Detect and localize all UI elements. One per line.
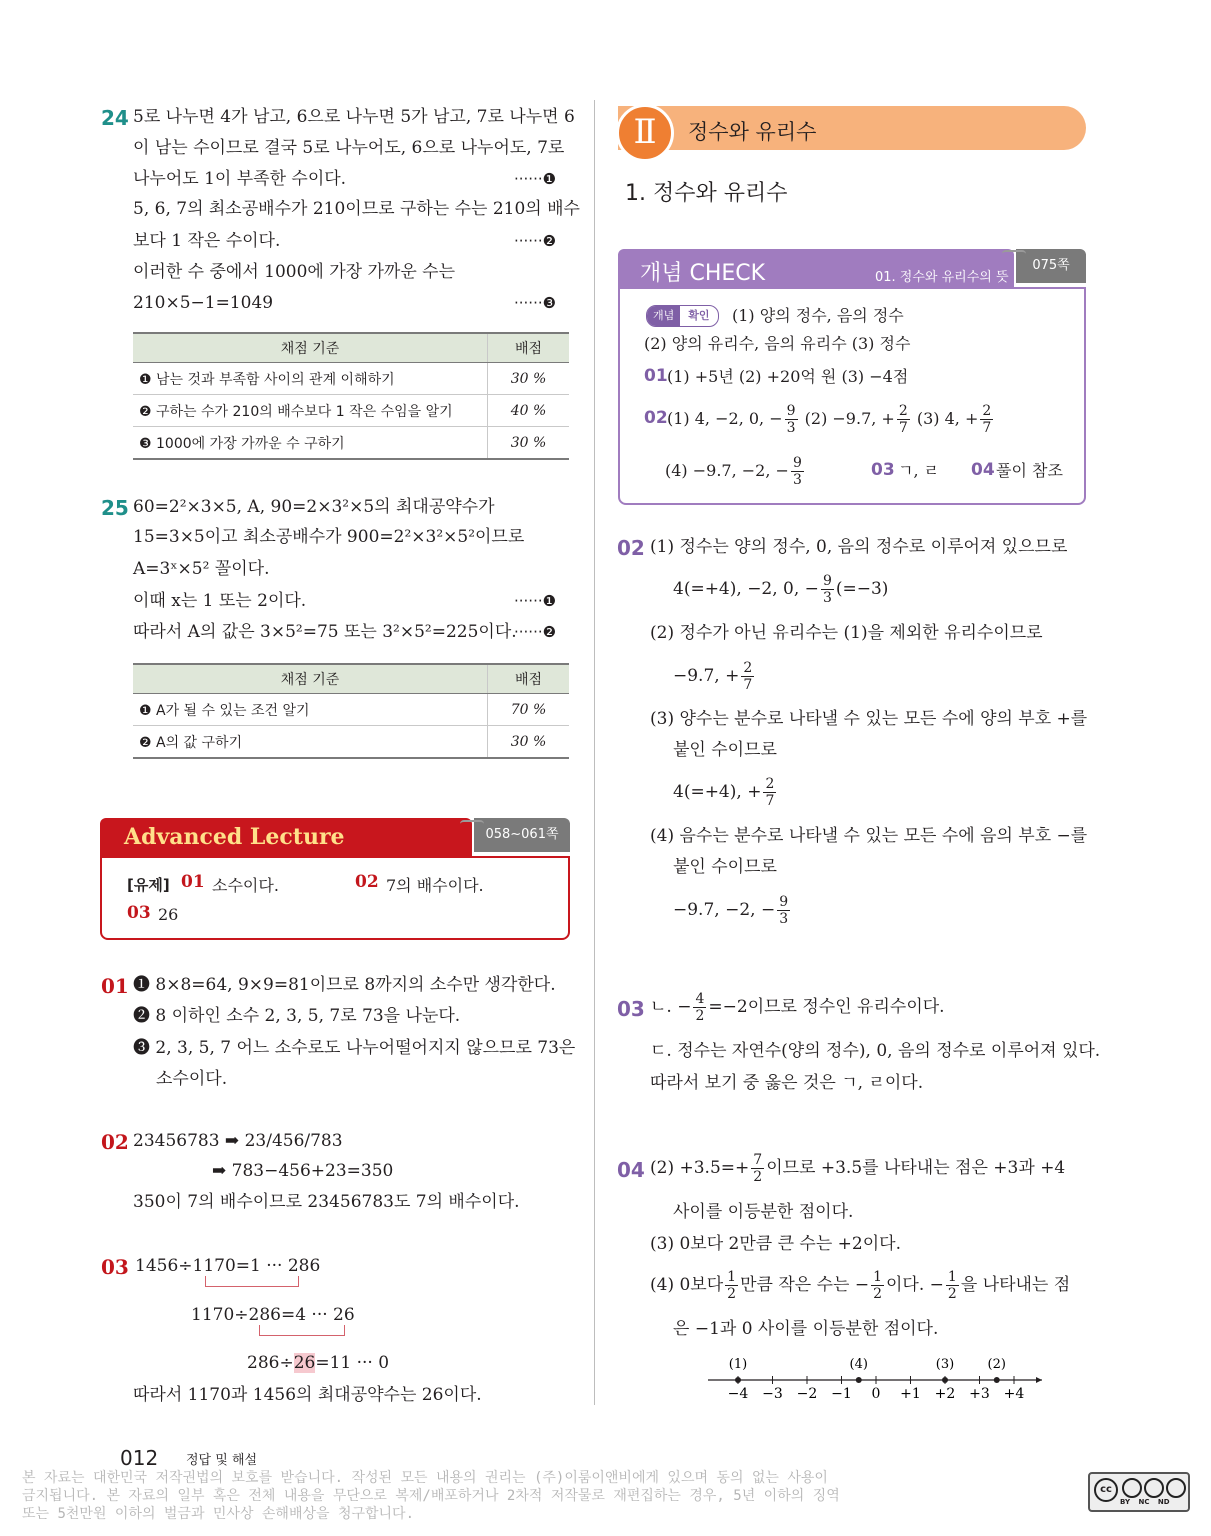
check-answer-04-num: 04 [971,460,995,480]
chapter-title: 정수와 유리수 [688,120,817,144]
p25-mark-2: ······❷ [514,623,557,641]
r03-line-2: ㄷ. 정수는 자연수(양의 정수), 0, 음의 정수로 이루어져 있다. [650,1041,1101,1061]
fraction: $\frac{1}{2}$ [727,1269,737,1302]
problem-25-number: 25 [101,496,129,520]
table-row: ❷ 구하는 수가 210의 배수보다 1 작은 수임을 알기 40 % [133,395,569,427]
number-line [700,1352,1050,1402]
p25-line-3: A=3ˣ×5² 꼴이다. [133,559,270,579]
r04-line-1: (2) +3.5=+ $\frac{7}{2}$ 이므로 +3.5를 나타내는 점은 +3과 +4 [650,1152,1066,1185]
fraction: $\frac{2}{7}$ [765,776,775,809]
table-row: ❸ 1000에 가장 가까운 수 구하기 30 % [133,427,569,460]
fraction: $\frac{1}{2}$ [873,1269,882,1302]
r04-line-3: (3) 0보다 2만큼 큰 수는 +2이다. [650,1234,901,1254]
concept-check-subtitle: 01. 정수와 유리수의 뜻 [875,270,1009,285]
p25-mark-1: ······❶ [514,592,557,610]
cc-icon: cc [1094,1478,1118,1502]
advanced-lecture-box [100,856,570,940]
section-title: 1. 정수와 유리수 [625,181,788,206]
fraction: $\frac{9}{3}$ [786,403,796,436]
link-pin-icon [1002,250,1026,260]
nc-icon [1144,1478,1164,1498]
number-line-point-label: (1) [728,1357,748,1372]
advanced-answer-2-num: 02 [355,872,379,892]
r02-line-7: 4(=+4), + $\frac{2}{7}$ [673,776,775,809]
link-pin-icon [460,820,484,830]
table-row: ❷ A의 값 구하기 30 % [133,726,569,759]
s03-line-3: 286÷26=11 ··· 0 [247,1353,390,1373]
s02-line-1: 23456783 ➡ 23/456/783 [133,1131,343,1151]
number-line-tick-label: +1 [900,1386,921,1402]
nd-icon [1166,1478,1186,1498]
advanced-answer-1-num: 01 [181,872,205,892]
solution-02-number: 02 [101,1130,129,1154]
table-header-points: 배점 [488,333,570,363]
s03-line-2: 1170÷286=4 ··· 26 [191,1305,355,1325]
advanced-lecture-title: Advanced Lecture [124,824,345,850]
copyright-line-3: 또는 5천만원 이하의 벌금과 민사상 손해배상을 청구합니다. [22,1506,415,1522]
number-line-tick-label: −4 [727,1386,749,1402]
concept-check-title: 개념 CHECK [640,261,766,286]
table-header-points: 배점 [488,664,570,694]
advanced-answer-2: 7의 배수이다. [386,876,484,895]
p24-scoring-table [133,332,569,460]
advanced-answer-1: 소수이다. [212,876,279,895]
p24-line-1: 5로 나누면 4가 남고, 6으로 나누면 5가 남고, 7로 나누면 6 [133,107,575,127]
r02-line-8: (4) 음수는 분수로 나타낼 수 있는 모든 수에 음의 부호 −를 [650,826,1088,846]
number-line-tick-label: +4 [1003,1386,1025,1402]
solution-03-number: 03 [101,1255,129,1279]
check-answer-03-num: 03 [871,460,895,480]
p24-line-4: 5, 6, 7의 최소공배수가 210이므로 구하는 수는 210의 배수 [133,199,580,219]
p24-line-3: 나누어도 1이 부족한 수이다. [133,169,347,189]
number-line-tick-label: +2 [934,1386,956,1402]
p25-line-1: 60=2²×3×5, A, 90=2×3²×5의 최대공약수가 [133,497,495,517]
check-answer-02-num: 02 [644,408,668,428]
fraction: $\frac{9}{3}$ [792,455,802,488]
division-bracket-1 [205,1276,299,1287]
p25-scoring-table [133,663,569,759]
r02-line-3: (2) 정수가 아닌 유리수는 (1)을 제외한 유리수이므로 [650,623,1043,643]
r02-line-9: 붙인 수이므로 [673,857,777,877]
p24-mark-3: ······❸ [514,294,557,312]
check-line-2: (2) 양의 유리수, 음의 유리수 (3) 정수 [644,334,911,353]
advanced-lecture-pages: 058~061쪽 [474,818,570,852]
number-line-point [856,1377,862,1383]
number-line-tick-label: −2 [796,1386,818,1402]
r02-line-6: 붙인 수이므로 [673,740,777,760]
r03-line-1: ㄴ. − $\frac{4}{2}$ =−2이므로 정수인 유리수이다. [650,991,945,1024]
concept-check-pages: 075쪽 [1016,249,1086,283]
number-line-tick-label: 0 [871,1386,881,1402]
p24-line-6: 이러한 수 중에서 1000에 가장 가까운 수는 [133,262,456,282]
copyright-line-1: 본 자료는 대한민국 저작권법의 보호를 받습니다. 작성된 모든 내용의 권리는 (주)이룸이앤비에게 있으며 동의 없는 사용이 [22,1470,828,1486]
check-answer-01-num: 01 [644,366,668,386]
s01-line-1: ❶ 8×8=64, 9×9=81이므로 8까지의 소수만 생각한다. [133,975,556,995]
gcd-highlight: 26 [293,1353,316,1373]
s01-line-3: ❸ 2, 3, 5, 7 어느 소수로도 나누어떨어지지 않으므로 73은 [133,1038,576,1058]
s03-line-1: 1456÷1170=1 ··· 286 [135,1256,321,1276]
advanced-tag: [유제] [127,876,170,894]
r04-line-2: 사이를 이등분한 점이다. [673,1202,854,1222]
s02-line-2: ➡ 783−456+23=350 [212,1161,394,1181]
r02-line-5: (3) 양수는 분수로 나타낼 수 있는 모든 수에 양의 부호 +를 [650,709,1088,729]
check-answer-02-4: (4) −9.7, −2, − $\frac{9}{3}$ [665,455,802,488]
r02-line-4: −9.7, + $\frac{2}{7}$ [673,660,753,693]
advanced-answer-3-num: 03 [127,903,151,923]
book-title: 정답 및 해설 [186,1453,258,1468]
r02-line-1: (1) 정수는 양의 정수, 0, 음의 정수로 이루어져 있으므로 [650,537,1068,557]
p25-line-4: 이때 x는 1 또는 2이다. [133,591,307,611]
r02-line-2: 4(=+4), −2, 0, − $\frac{9}{3}$ (=−3) [673,573,889,606]
r04-line-4: (4) 0보다 $\frac{1}{2}$ 만큼 작은 수는 − $\frac{1}{2}$ 이다. − $\frac{1}{2}$ 을 나타내는 점 [650,1269,1071,1302]
check-line-1: (1) 양의 정수, 음의 정수 [732,306,904,325]
cc-license-badge [1088,1472,1190,1512]
s03-line-4: 따라서 1170과 1456의 최대공약수는 26이다. [133,1385,482,1405]
r02-line-10: −9.7, −2, − $\frac{9}{3}$ [673,894,789,927]
p24-line-5: 보다 1 작은 수이다. [133,231,281,251]
fraction: $\frac{2}{7}$ [898,403,908,436]
column-divider [594,100,595,1405]
solution-01-number: 01 [101,974,129,998]
by-icon [1122,1478,1142,1498]
right-solution-02-number: 02 [617,536,645,560]
r03-line-3: 따라서 보기 중 옳은 것은 ㄱ, ㄹ이다. [650,1073,924,1093]
number-line-point [735,1377,741,1383]
fraction: $\frac{2}{7}$ [743,660,753,693]
p24-mark-1: ······❶ [514,170,557,188]
number-line-point [942,1377,948,1383]
table-row: ❶ A가 될 수 있는 조건 알기 70 % [133,694,569,726]
number-line-tick-label: +3 [969,1386,990,1402]
number-line-point-label: (2) [987,1357,1006,1372]
fraction: $\frac{7}{2}$ [753,1152,763,1185]
check-answer-03: ㄱ, ㄹ [898,461,940,480]
check-answer-01: (1) +5년 (2) +20억 원 (3) −4점 [667,367,909,386]
fraction: $\frac{1}{2}$ [947,1269,957,1302]
number-line-tick-label: −1 [831,1386,852,1402]
right-solution-03-number: 03 [617,997,645,1021]
p24-line-2: 이 남는 수이므로 결국 5로 나누어도, 6으로 나누어도, 7로 [133,138,565,158]
right-solution-04-number: 04 [617,1158,645,1182]
check-answer-02-1: (1) 4, −2, 0, − $\frac{9}{3}$ (2) −9.7, + $\frac{2}{7}$ (3) 4, + $\frac{2}{7}$ [667,403,992,436]
copyright-line-2: 금지됩니다. 본 자료의 일부 혹은 전체 내용을 무단으로 복제/배포하거나 2차적 저작물로 재편집하는 경우, 5년 이하의 징역 [22,1488,840,1504]
check-answer-04: 풀이 참조 [996,461,1063,480]
p24-mark-2: ······❷ [514,232,557,250]
number-line-point [994,1377,1000,1383]
s01-line-4: 소수이다. [156,1069,228,1089]
division-bracket-2 [259,1325,345,1336]
table-row: ❶ 남는 것과 부족함 사이의 관계 이해하기 30 % [133,363,569,395]
fraction: $\frac{9}{3}$ [779,894,789,927]
p25-line-2: 15=3×5이고 최소공배수가 900=2²×3²×5²이므로 [133,527,525,547]
number-line-point-label: (3) [935,1357,955,1372]
cc-label: BY NC ND [1120,1498,1170,1506]
fraction: $\frac{4}{2}$ [695,991,705,1024]
table-header-criteria: 채점 기준 [133,333,488,363]
s02-line-3: 350이 7의 배수이므로 23456783도 7의 배수이다. [133,1192,520,1212]
p25-line-5: 따라서 A의 값은 3×5²=75 또는 3²×5²=225이다. [133,622,517,642]
r04-line-5: 은 −1과 0 사이를 이등분한 점이다. [673,1319,939,1339]
s01-line-2: ❷ 8 이하인 소수 2, 3, 5, 7로 73을 나눈다. [133,1006,461,1026]
number-line-tick-label: −3 [762,1386,783,1402]
page-number: 012 [120,1446,159,1470]
concept-badge: 개념 확인 [646,305,719,327]
p24-line-7: 210×5−1=1049 [133,293,274,313]
number-line-point-label: (4) [849,1357,868,1372]
fraction: $\frac{9}{3}$ [822,573,832,606]
problem-24-number: 24 [101,106,129,130]
fraction: $\frac{2}{7}$ [982,403,992,436]
chapter-roman: Ⅱ [633,112,657,152]
advanced-answer-3: 26 [158,905,179,924]
table-header-criteria: 채점 기준 [133,664,488,694]
